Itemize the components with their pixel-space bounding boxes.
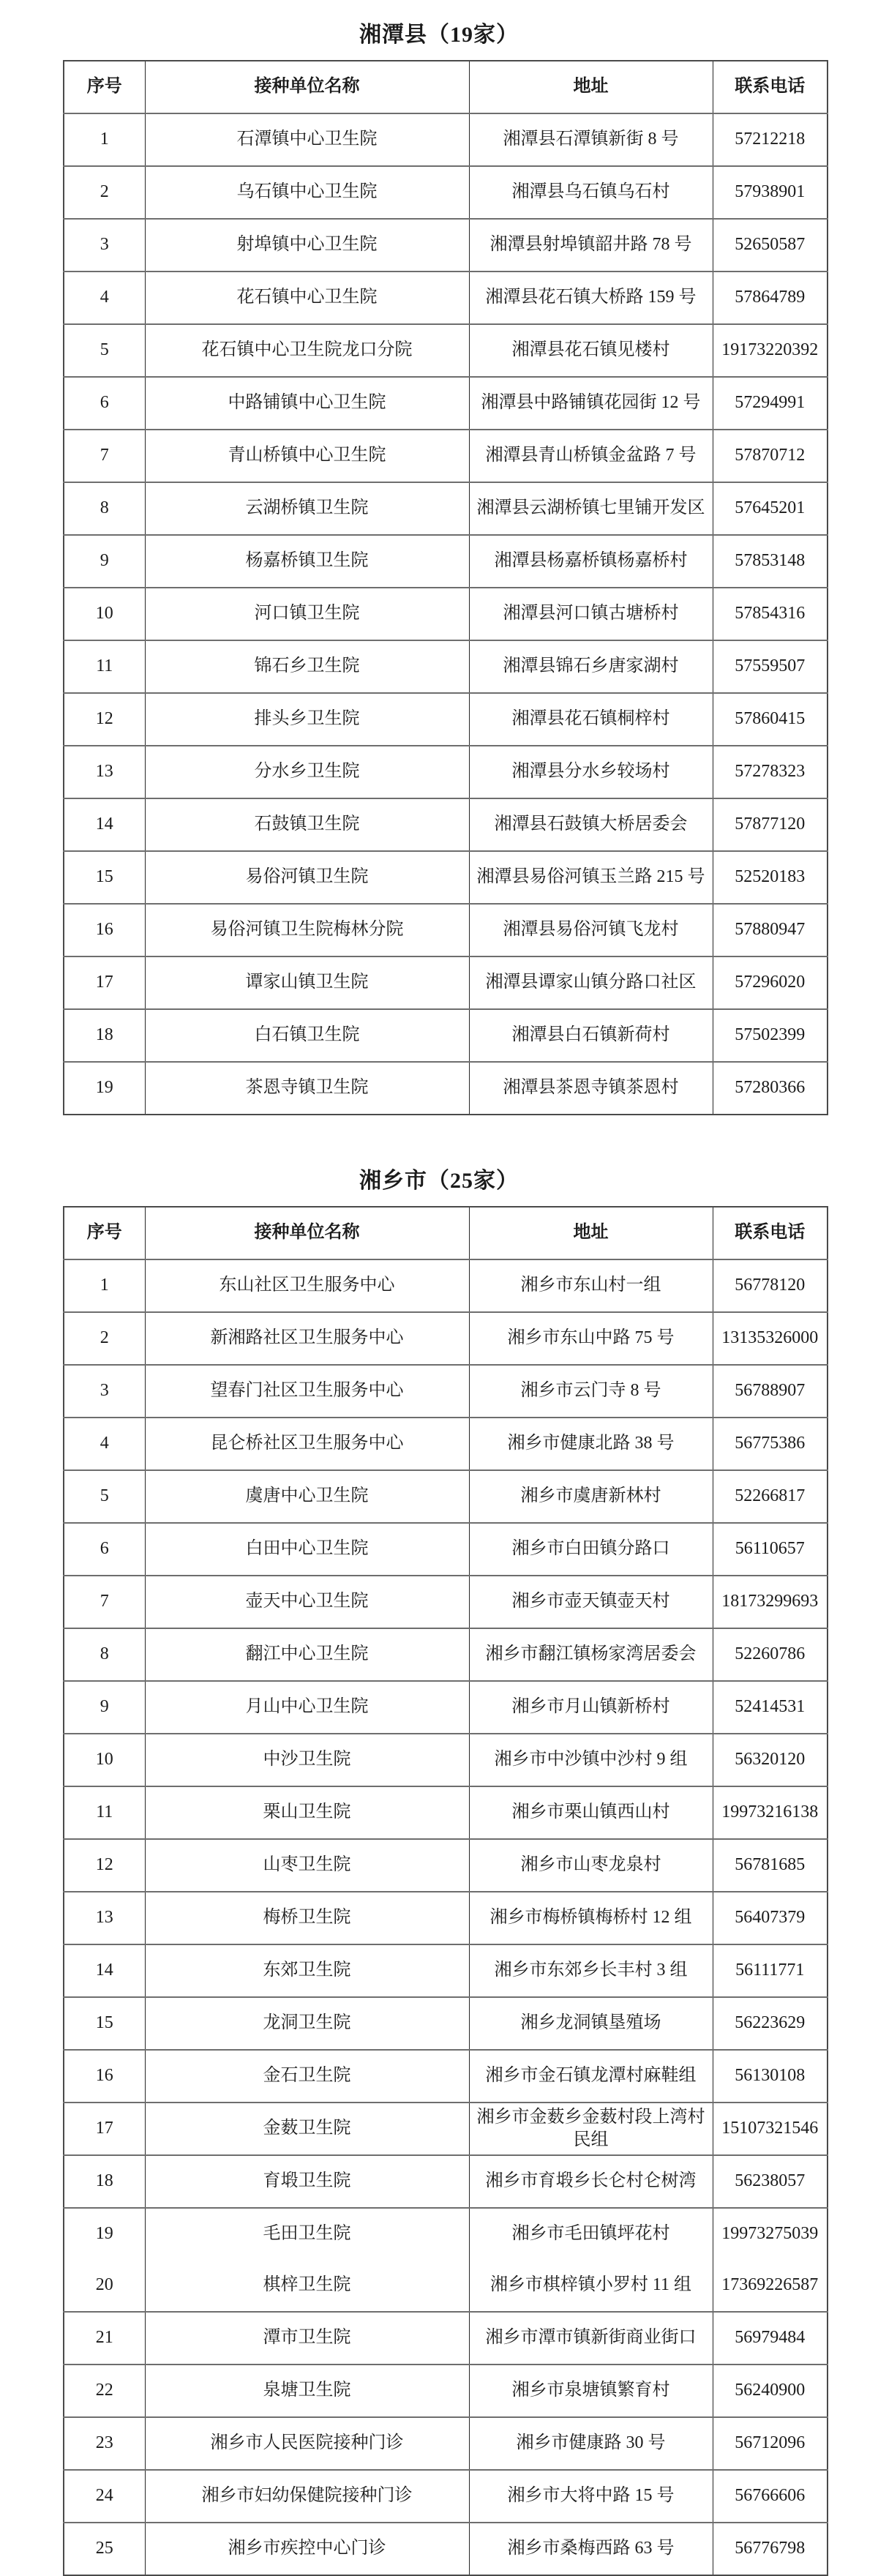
cell-sequence-number: 2 (64, 1312, 145, 1365)
cell-unit-name: 东山社区卫生服务中心 (145, 1259, 469, 1312)
cell-phone: 57880947 (713, 904, 828, 956)
table-row (64, 2470, 828, 2523)
table-row (64, 1839, 828, 1892)
table-row (64, 1312, 828, 1365)
table-row (64, 2312, 828, 2365)
table-row (64, 1470, 828, 1523)
cell-sequence-number: 14 (64, 798, 145, 851)
cell-address: 湘潭县河口镇古塘桥村 (469, 588, 713, 640)
cell-unit-name: 泉塘卫生院 (145, 2365, 469, 2417)
cell-unit-name: 河口镇卫生院 (145, 588, 469, 640)
cell-sequence-number: 25 (95, 2539, 113, 2558)
table-row (64, 1628, 828, 1681)
cell-address: 湘乡市栗山镇西山村 (469, 1786, 713, 1839)
cell-address: 湘乡市健康北路 38 号 (469, 1418, 713, 1470)
cell-sequence-number: 19 (95, 1078, 113, 1098)
cell-address: 湘潭县射埠镇韶井路 78 号 (469, 219, 713, 272)
cell-phone: 57938901 (713, 166, 828, 219)
cell-unit-name: 石鼓镇卫生院 (145, 798, 469, 851)
table-row (64, 1365, 828, 1418)
cell-unit-name: 金薮卫生院 (145, 2103, 469, 2155)
column-header: 序号 (64, 61, 145, 113)
table-row (64, 2365, 828, 2417)
cell-unit-name: 花石镇中心卫生院龙口分院 (145, 324, 469, 377)
section-xiangtan-county (0, 16, 878, 1115)
cell-sequence-number: 11 (64, 640, 145, 693)
cell-sequence-number: 3 (64, 1365, 145, 1418)
cell-address: 湘乡市中沙镇中沙村 9 组 (469, 1734, 713, 1786)
cell-unit-name: 月山中心卫生院 (145, 1681, 469, 1734)
cell-unit-name: 湘乡市妇幼保健院接种门诊 (145, 2470, 469, 2523)
cell-sequence-number: 3 (64, 219, 145, 272)
cell-phone: 57296020 (713, 956, 828, 1009)
cell-unit-name: 翻江中心卫生院 (145, 1628, 469, 1681)
cell-phone: 17369226587 (713, 2260, 828, 2312)
table-body (64, 113, 828, 1115)
cell-address: 湘潭县谭家山镇分路口社区 (469, 956, 713, 1009)
vaccination-units-table-xiangtan-county (63, 60, 828, 1115)
table-row (64, 430, 828, 482)
cell-unit-name: 云湖桥镇卫生院 (145, 482, 469, 535)
cell-phone: 52520183 (713, 851, 828, 904)
cell-unit-name: 棋梓卫生院 (145, 2260, 469, 2312)
cell-address: 湘潭县易俗河镇飞龙村 (469, 904, 713, 956)
cell-sequence-number: 17 (64, 956, 145, 1009)
cell-phone: 56110657 (713, 1523, 828, 1576)
cell-unit-name: 锦石乡卫生院 (145, 640, 469, 693)
cell-address: 湘乡市金薮乡金薮村段上湾村民组 (469, 2103, 713, 2155)
table-row (64, 851, 828, 904)
table-row (64, 746, 828, 798)
header-row (64, 1207, 828, 1259)
table-row (64, 1734, 828, 1786)
cell-address: 湘潭县花石镇见楼村 (469, 324, 713, 377)
cell-phone: 52266817 (713, 1470, 828, 1523)
cell-unit-name: 潭市卫生院 (145, 2312, 469, 2365)
cell-phone: 57502399 (713, 1009, 828, 1062)
cell-sequence-number: 16 (64, 904, 145, 956)
cell-address: 湘乡市壶天镇壶天村 (469, 1576, 713, 1628)
table-row (64, 324, 828, 377)
cell-address: 湘乡市泉塘镇繁育村 (469, 2365, 713, 2417)
cell-address: 湘乡市东山中路 75 号 (469, 1312, 713, 1365)
table-row (64, 535, 828, 588)
cell-unit-name: 中路铺镇中心卫生院 (145, 377, 469, 430)
cell-unit-name: 茶恩寺镇卫生院 (145, 1062, 469, 1115)
table-row (64, 1892, 828, 1944)
cell-address: 湘乡市东山村一组 (469, 1259, 713, 1312)
cell-address: 湘潭县分水乡较场村 (469, 746, 713, 798)
table-row (64, 219, 828, 272)
cell-sequence-number: 10 (64, 588, 145, 640)
cell-unit-name: 栗山卫生院 (145, 1786, 469, 1839)
cell-unit-name: 谭家山镇卫生院 (145, 956, 469, 1009)
column-header: 地址 (469, 61, 713, 113)
cell-sequence-number: 16 (64, 2050, 145, 2103)
cell-sequence-number: 15 (64, 1997, 145, 2050)
cell-address: 湘乡市东郊乡长丰村 3 组 (469, 1944, 713, 1997)
cell-address: 湘潭县茶恩寺镇茶恩村 (469, 1062, 713, 1115)
cell-address: 湘乡市云门寺 8 号 (469, 1365, 713, 1418)
cell-sequence-number: 7 (64, 1576, 145, 1628)
table-row (64, 482, 828, 535)
cell-phone: 57854316 (713, 588, 828, 640)
cell-sequence-number: 15 (64, 851, 145, 904)
cell-phone: 56712096 (713, 2417, 828, 2470)
cell-phone: 56766606 (713, 2470, 828, 2523)
cell-address: 湘乡市翻江镇杨家湾居委会 (469, 1628, 713, 1681)
cell-unit-name: 杨嘉桥镇卫生院 (145, 535, 469, 588)
cell-sequence-number: 5 (64, 324, 145, 377)
cell-address: 湘潭县石鼓镇大桥居委会 (469, 798, 713, 851)
table-row (64, 798, 828, 851)
cell-phone: 57294991 (713, 377, 828, 430)
column-header: 接种单位名称 (145, 61, 469, 113)
cell-sequence-number: 2 (64, 166, 145, 219)
cell-address: 湘潭县白石镇新荷村 (469, 1009, 713, 1062)
table-row (64, 1523, 828, 1576)
cell-address: 湘潭县锦石乡唐家湖村 (469, 640, 713, 693)
cell-unit-name: 龙洞卫生院 (145, 1997, 469, 2050)
cell-phone: 57870712 (713, 430, 828, 482)
table-header (64, 1207, 828, 1259)
cell-unit-name: 虞唐中心卫生院 (145, 1470, 469, 1523)
cell-sequence-number: 5 (64, 1470, 145, 1523)
cell-phone: 56775386 (713, 1418, 828, 1470)
cell-sequence-number: 6 (64, 377, 145, 430)
cell-unit-name: 昆仑桥社区卫生服务中心 (145, 1418, 469, 1470)
cell-address: 湘潭县乌石镇乌石村 (469, 166, 713, 219)
table-row (64, 113, 828, 166)
table-row (64, 1576, 828, 1628)
section-xiangxiang-city (0, 1162, 878, 2576)
cell-address: 湘潭县青山桥镇金盆路 7 号 (469, 430, 713, 482)
cell-address: 湘乡市棋梓镇小罗村 11 组 (469, 2260, 713, 2312)
cell-unit-name: 金石卫生院 (145, 2050, 469, 2103)
cell-sequence-number: 12 (64, 693, 145, 746)
cell-phone: 57864789 (713, 272, 828, 324)
cell-sequence-number: 22 (64, 2365, 145, 2417)
section-title-xiangxiang-city: 湘乡市（25家） (359, 1169, 519, 1193)
cell-address: 湘乡市潭市镇新街商业街口 (469, 2312, 713, 2365)
cell-phone: 52260786 (713, 1628, 828, 1681)
cell-phone: 56130108 (713, 2050, 828, 2103)
cell-phone: 56979484 (713, 2312, 828, 2365)
table-row (64, 272, 828, 324)
cell-address: 湘乡市梅桥镇梅桥村 12 组 (469, 1892, 713, 1944)
cell-unit-name: 湘乡市疾控中心门诊 (145, 2523, 469, 2575)
cell-sequence-number: 6 (64, 1523, 145, 1576)
cell-unit-name: 东郊卫生院 (145, 1944, 469, 1997)
table-body (64, 1259, 828, 2575)
cell-sequence-number: 17 (64, 2103, 145, 2155)
cell-sequence-number: 8 (64, 1628, 145, 1681)
header-row (64, 61, 828, 113)
cell-address: 湘乡市月山镇新桥村 (469, 1681, 713, 1734)
cell-unit-name: 毛田卫生院 (145, 2208, 469, 2260)
table-header (64, 61, 828, 113)
cell-phone: 56776798 (713, 2523, 828, 2575)
cell-phone: 52414531 (713, 1681, 828, 1734)
cell-address: 湘乡市桑梅西路 63 号 (469, 2523, 713, 2575)
cell-sequence-number: 1 (64, 1259, 145, 1312)
cell-sequence-number: 7 (64, 430, 145, 482)
cell-unit-name: 白田中心卫生院 (145, 1523, 469, 1576)
cell-phone: 56778120 (713, 1259, 828, 1312)
cell-sequence-number: 24 (64, 2470, 145, 2523)
cell-sequence-number: 4 (64, 272, 145, 324)
cell-address: 湘潭县花石镇大桥路 159 号 (469, 272, 713, 324)
table-row (64, 2417, 828, 2470)
cell-sequence-number: 19 (95, 2224, 113, 2244)
table-row (64, 377, 828, 430)
table-row (64, 1786, 828, 1839)
cell-phone: 57877120 (713, 798, 828, 851)
cell-phone: 19173220392 (713, 324, 828, 377)
cell-phone: 56407379 (713, 1892, 828, 1944)
table-row (64, 1944, 828, 1997)
cell-address: 湘潭县易俗河镇玉兰路 215 号 (469, 851, 713, 904)
column-header: 联系电话 (713, 1207, 828, 1259)
cell-phone: 13135326000 (713, 1312, 828, 1365)
section-title-xiangtan-county: 湘潭县（19家） (359, 23, 519, 47)
cell-address: 湘乡市毛田镇坪花村 (469, 2208, 713, 2260)
cell-sequence-number: 11 (64, 1786, 145, 1839)
cell-address: 湘乡市虞唐新林村 (469, 1470, 713, 1523)
cell-sequence-number: 12 (64, 1839, 145, 1892)
cell-sequence-number: 13 (64, 746, 145, 798)
table-row (64, 588, 828, 640)
cell-sequence-number: 18 (64, 2155, 145, 2208)
cell-phone: 57645201 (713, 482, 828, 535)
cell-sequence-number: 9 (64, 1681, 145, 1734)
cell-address: 湘乡市育塅乡长仑村仑树湾 (469, 2155, 713, 2208)
cell-address: 湘潭县中路铺镇花园街 12 号 (469, 377, 713, 430)
cell-sequence-number: 23 (64, 2417, 145, 2470)
cell-phone: 19973216138 (713, 1786, 828, 1839)
cell-unit-name: 山枣卫生院 (145, 1839, 469, 1892)
table-row (64, 166, 828, 219)
cell-unit-name: 排头乡卫生院 (145, 693, 469, 746)
cell-address: 湘潭县杨嘉桥镇杨嘉桥村 (469, 535, 713, 588)
cell-phone: 52650587 (713, 219, 828, 272)
table-row (64, 1681, 828, 1734)
table-row (64, 1062, 828, 1115)
cell-address: 湘乡市白田镇分路口 (469, 1523, 713, 1576)
cell-sequence-number: 21 (64, 2312, 145, 2365)
cell-unit-name: 青山桥镇中心卫生院 (145, 430, 469, 482)
table-row (64, 2103, 828, 2155)
table-row (64, 1418, 828, 1470)
cell-sequence-number: 4 (64, 1418, 145, 1470)
cell-address: 湘潭县石潭镇新街 8 号 (469, 113, 713, 166)
table-row (64, 640, 828, 693)
column-header: 接种单位名称 (145, 1207, 469, 1259)
cell-address: 湘潭县花石镇桐梓村 (469, 693, 713, 746)
vaccination-units-table-xiangxiang-city (63, 1206, 828, 2576)
table-row (64, 2523, 828, 2575)
cell-phone: 56238057 (713, 2155, 828, 2208)
cell-unit-name: 新湘路社区卫生服务中心 (145, 1312, 469, 1365)
cell-unit-name: 易俗河镇卫生院梅林分院 (145, 904, 469, 956)
cell-phone: 57559507 (713, 640, 828, 693)
table-row (64, 1259, 828, 1312)
cell-unit-name: 石潭镇中心卫生院 (145, 113, 469, 166)
table-row (64, 956, 828, 1009)
cell-unit-name: 望春门社区卫生服务中心 (145, 1365, 469, 1418)
cell-phone: 57278323 (713, 746, 828, 798)
cell-phone: 56240900 (713, 2365, 828, 2417)
cell-address: 湘乡市健康路 30 号 (469, 2417, 713, 2470)
cell-sequence-number: 8 (64, 482, 145, 535)
cell-unit-name: 湘乡市人民医院接种门诊 (145, 2417, 469, 2470)
cell-phone: 56111771 (713, 1944, 828, 1997)
cell-sequence-number: 18 (64, 1009, 145, 1062)
cell-phone: 19973275039 (713, 2208, 828, 2260)
cell-phone: 57853148 (713, 535, 828, 588)
table-row (64, 1997, 828, 2050)
cell-unit-name: 育塅卫生院 (145, 2155, 469, 2208)
cell-phone: 57860415 (713, 693, 828, 746)
cell-phone: 56788907 (713, 1365, 828, 1418)
cell-sequence-number: 10 (64, 1734, 145, 1786)
cell-address: 湘乡市大将中路 15 号 (469, 2470, 713, 2523)
cell-phone: 56223629 (713, 1997, 828, 2050)
cell-phone: 15107321546 (713, 2103, 828, 2155)
cell-phone: 57212218 (713, 113, 828, 166)
cell-address: 湘潭县云湖桥镇七里铺开发区 (469, 482, 713, 535)
table-row (64, 2155, 828, 2208)
cell-sequence-number: 20 (64, 2260, 145, 2312)
cell-address: 湘乡市金石镇龙潭村麻鞋组 (469, 2050, 713, 2103)
cell-unit-name: 射埠镇中心卫生院 (145, 219, 469, 272)
column-header: 联系电话 (713, 61, 828, 113)
table-row (64, 2050, 828, 2103)
cell-unit-name: 中沙卫生院 (145, 1734, 469, 1786)
column-header: 序号 (64, 1207, 145, 1259)
cell-sequence-number: 1 (64, 113, 145, 166)
table-row (64, 904, 828, 956)
table-row (64, 2208, 828, 2260)
cell-address: 湘乡龙洞镇垦殖场 (469, 1997, 713, 2050)
cell-phone: 57280366 (713, 1062, 828, 1115)
cell-unit-name: 花石镇中心卫生院 (145, 272, 469, 324)
cell-phone: 56781685 (713, 1839, 828, 1892)
cell-sequence-number: 14 (64, 1944, 145, 1997)
cell-address: 湘乡市山枣龙泉村 (469, 1839, 713, 1892)
cell-unit-name: 壶天中心卫生院 (145, 1576, 469, 1628)
cell-sequence-number: 13 (64, 1892, 145, 1944)
cell-phone: 56320120 (713, 1734, 828, 1786)
cell-phone: 18173299693 (713, 1576, 828, 1628)
cell-unit-name: 白石镇卫生院 (145, 1009, 469, 1062)
cell-unit-name: 易俗河镇卫生院 (145, 851, 469, 904)
table-row (64, 1009, 828, 1062)
cell-unit-name: 分水乡卫生院 (145, 746, 469, 798)
column-header: 地址 (469, 1207, 713, 1259)
table-row (64, 693, 828, 746)
cell-unit-name: 乌石镇中心卫生院 (145, 166, 469, 219)
table-row (64, 2260, 828, 2312)
cell-sequence-number: 9 (64, 535, 145, 588)
cell-unit-name: 梅桥卫生院 (145, 1892, 469, 1944)
